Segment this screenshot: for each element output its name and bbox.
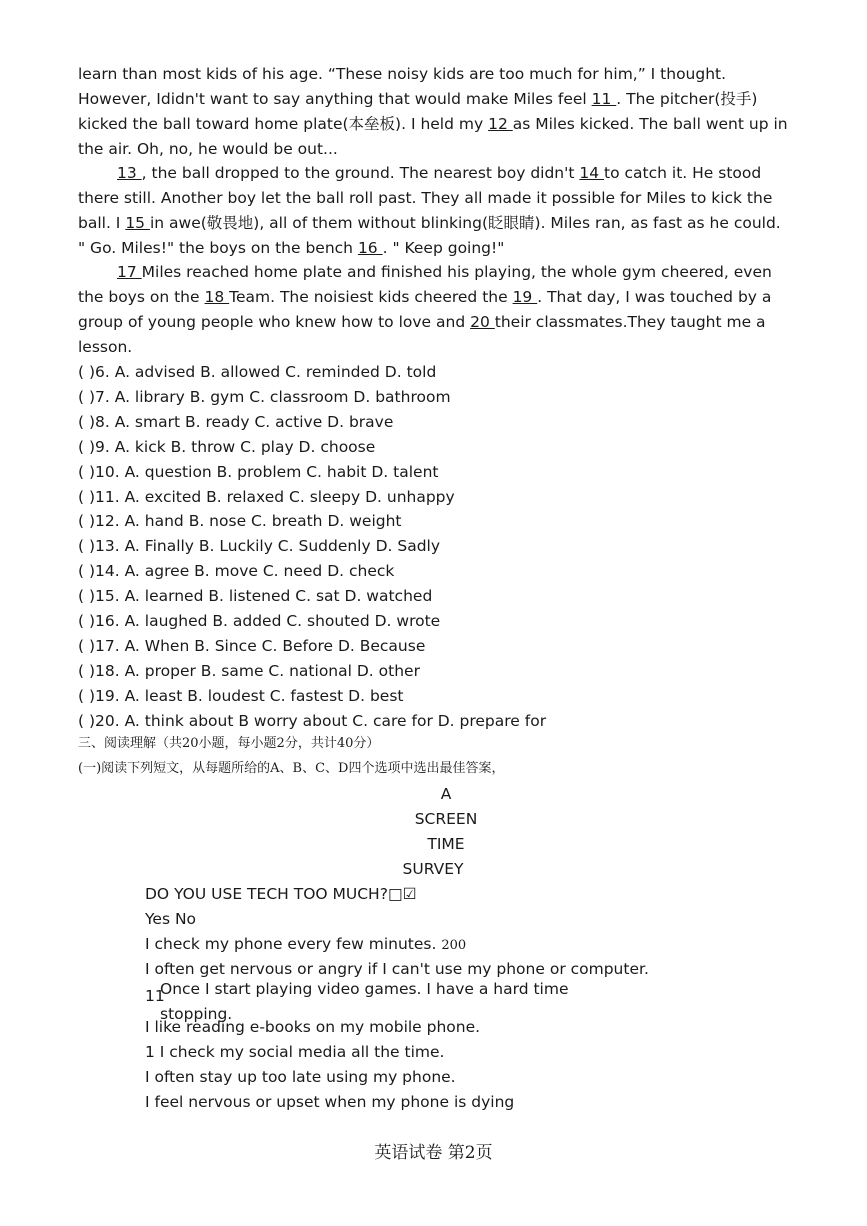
survey-title-line: SCREEN	[414, 810, 478, 828]
option-row: ( )14. A. agree B. move C. need D. check	[78, 562, 395, 581]
survey-title-line: TIME	[427, 835, 465, 853]
passage-letter: A	[440, 785, 452, 803]
passage-text: However, Ididn't want to say anything that would make Miles feel	[78, 90, 592, 108]
passage-line	[78, 213, 781, 233]
option-row: ( )12. A. hand B. nose C. breath D. weight	[78, 512, 402, 531]
survey-item: stopping.	[160, 1005, 233, 1023]
passage-text: Miles reached home plate and finished his playing, the whole gym cheered, even	[141, 263, 772, 281]
option-row: ( )13. A. Finally B. Luckily C. Suddenly D. Sadly	[78, 537, 441, 556]
survey-yes-no: Yes No	[145, 910, 197, 928]
section-title: 三、阅读理解（共20小题，每小题2分，共计40分）	[78, 736, 380, 751]
passage-text: there still. Another boy let the ball roll past. They all made it possible for Miles to kick the	[78, 189, 773, 207]
survey-item: I like reading e-books on my mobile phone.	[145, 1018, 481, 1036]
passage-text: ball. I	[78, 214, 126, 232]
option-row: ( )16. A. laughed B. added C. shouted D. wrote	[78, 612, 441, 630]
option-row: ( )7. A. library B. gym C. classroom D. bathroom	[78, 387, 451, 406]
passage-text: " Go. Miles!" the boys on the bench	[78, 239, 358, 257]
passage-text: their classmates.They taught me a	[494, 313, 766, 331]
blank-number: 16	[357, 239, 383, 257]
survey-item-number: 11	[145, 987, 165, 1005]
survey-question: DO YOU USE TECH TOO MUCH?□☑	[145, 885, 417, 903]
blank-number: 19	[512, 288, 538, 306]
passage-line	[78, 337, 132, 357]
passage-text: Team. The noisiest kids cheered the	[229, 288, 513, 306]
survey-item: I often get nervous or angry if I can't use my phone or computer.	[145, 960, 649, 978]
page-footer: 英语试卷 第2页	[374, 1143, 493, 1163]
option-row: ( )15. A. learned B. listened C. sat D. watched	[78, 587, 433, 606]
option-row: ( )9. A. kick B. throw C. play D. choose	[78, 437, 376, 456]
passage-text: kicked the ball toward home plate(本垒板). I held my	[78, 115, 489, 133]
survey-item: 1 I check my social media all the time.	[145, 1043, 445, 1061]
option-row: ( )19. A. least B. loudest C. fastest D. best	[78, 686, 404, 705]
passage-text: lesson.	[78, 338, 133, 356]
passage-line	[78, 139, 338, 159]
passage-line	[78, 312, 766, 332]
option-row: ( )18. A. proper B. same C. national D. other	[78, 661, 420, 680]
passage-line	[78, 89, 757, 109]
blank-number: 17	[117, 263, 142, 281]
option-row: ( )20. A. think about B worry about C. care for D. prepare for	[78, 711, 547, 730]
passage-line	[78, 238, 504, 258]
passage-text: in awe(敬畏地), all of them without blinking(眨眼睛). Miles ran, as fast as he could.	[149, 214, 781, 232]
blank-number: 14	[579, 164, 605, 182]
blank-number: 13	[117, 164, 142, 182]
passage-line	[78, 287, 771, 307]
blank-number: 18	[204, 288, 230, 306]
blank-number: 12	[488, 115, 513, 133]
passage-text: . The pitcher(投手)	[616, 90, 758, 108]
blank-number: 20	[470, 313, 495, 331]
survey-item: I feel nervous or upset when my phone is dying	[145, 1093, 515, 1111]
survey-item: Once I start playing video games. I have a hard time	[160, 980, 569, 998]
survey-item: I often stay up too late using my phone.	[145, 1068, 456, 1086]
passage-text: . That day, I was touched by a	[537, 288, 772, 306]
passage-text: as Miles kicked. The ball went up in	[512, 115, 788, 133]
option-row: ( )11. A. excited B. relaxed C. sleepy D. unhappy	[78, 487, 455, 506]
passage-line	[117, 163, 761, 183]
option-row: ( )17. A. When B. Since C. Before D. Because	[78, 636, 426, 655]
option-row: ( )6. A. advised B. allowed C. reminded D. told	[78, 363, 437, 381]
section-instruction: (一)阅读下列短文，从每题所给的A、B、C、D四个选项中选出最佳答案，	[78, 761, 505, 776]
passage-line	[78, 114, 788, 134]
passage-text: . " Keep going!"	[382, 239, 505, 257]
passage-line	[78, 64, 726, 84]
passage-text: learn than most kids of his age. “These noisy kids are too much for him,” I thought.	[78, 65, 727, 83]
option-row: ( )10. A. question B. problem C. habit D. talent	[78, 462, 439, 481]
passage-line	[117, 262, 772, 282]
passage-text: the air. Oh, no, he would be out...	[78, 140, 338, 158]
passage-text: , the ball dropped to the ground. The nearest boy didn't	[141, 164, 580, 182]
option-row: ( )8. A. smart B. ready C. active D. brave	[78, 412, 394, 431]
passage-text: the boys on the	[78, 288, 205, 306]
survey-title-line: SURVEY	[402, 860, 464, 878]
passage-text: group of young people who knew how to love and	[78, 313, 471, 331]
blank-number: 15	[125, 214, 150, 232]
blank-number: 11	[591, 90, 617, 108]
survey-item: I check my phone every few minutes. 200	[145, 935, 467, 953]
passage-text: to catch it. He stood	[604, 164, 762, 182]
passage-line	[78, 188, 772, 208]
